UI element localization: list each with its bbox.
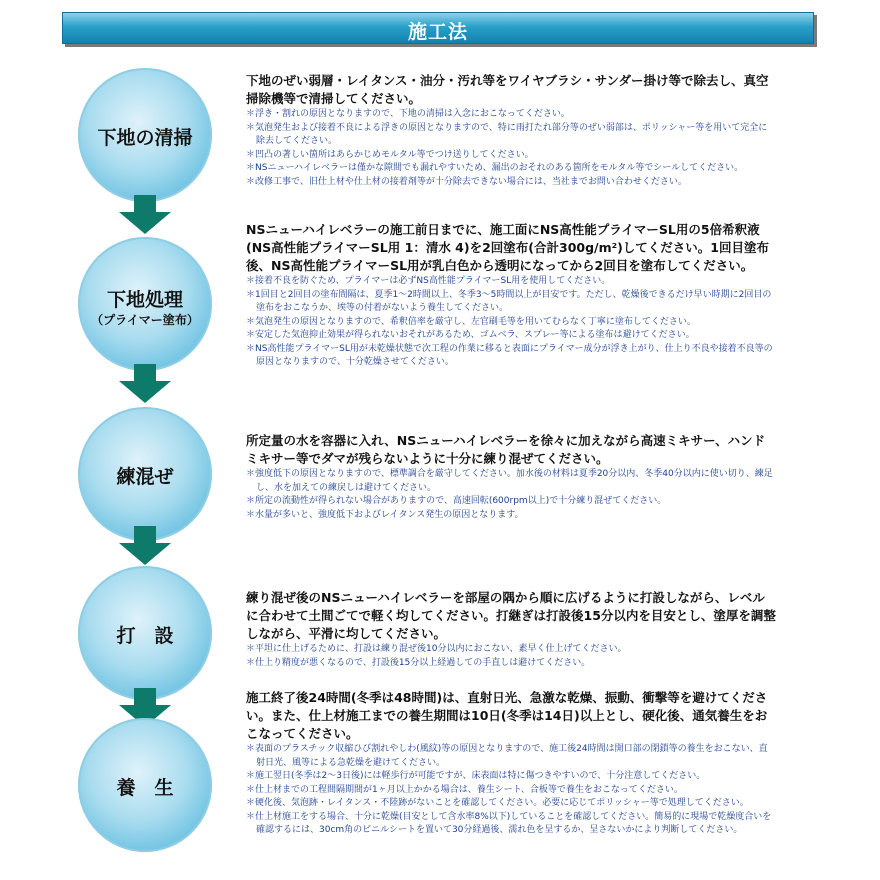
step-note: ＊水量が多いと、強度低下およびレイタンス発生の原因となります。 — [246, 509, 524, 520]
step-note: ＊浮き・割れの原因となりますので、下地の清掃は入念におこなってください。 — [246, 109, 570, 119]
step-note: ＊硬化後、気泡跡・レイタンス・不陸跡がないことを確認してください。必要に応じてポリッシャー等で処理してください。 — [246, 798, 749, 808]
step-text-cleaning — [246, 72, 776, 189]
step-note: ＊平坦に仕上げるために、打設は練り混ぜ後10分以内におこない、素早く仕上げてください。 — [246, 644, 627, 654]
step-text-pouring — [246, 589, 776, 670]
step-circle-cleaning — [78, 68, 212, 202]
step-main-text: NSニューハイレベラーの施工前日までに、施工面にNS高性能プライマーSL用の5倍希釈液(NS高性能プライマーSL用 1：清水 4)を2回塗布(合計300g/m²)してください。1回目塗布後、NS高性能プライマーSL用が乳白色から透明になってから2回目を塗布してください。 — [246, 222, 770, 273]
step-note: ＊仕上り精度が悪くなるので、打設後15分以上経過しての手直しは避けてください。 — [246, 657, 591, 668]
step-label: 練混ぜ — [116, 466, 174, 488]
step-label: 打 設 — [116, 625, 174, 647]
step-sublabel: （プライマー塗布） — [91, 313, 199, 327]
step-text-mixing — [246, 432, 776, 522]
step-note: ＊1回目と2回目の塗布間隔は、夏季1〜2時間以上、冬季3〜5時間以上が目安です。ただし、乾燥後できるだけ早い時期に2回目の塗布をおこなうか、埃等の付着がないよう養生してください。 — [246, 289, 772, 313]
step-note: ＊所定の流動性が得られない場合がありますので、高速回転(600rpm以上)で十分練り混ぜてください。 — [246, 496, 667, 506]
section-title: 施工法 — [407, 21, 468, 43]
step-main-text: 所定量の水を容器に入れ、NSニューハイレベラーを徐々に加えながら高速ミキサー、ハンドミキサー等でダマが残らないように十分に練り混ぜてください。 — [246, 433, 766, 466]
step-note: ＊気泡発生の原因となりますので、希釈倍率を厳守し、左官刷毛等を用いてむらなく丁寧に塗布してください。 — [246, 316, 696, 327]
step-note: ＊NS高性能プライマーSL用が未乾燥状態で次工程の作業に移ると表面にプライマー成分が浮き上がり、仕上り不良や接着不良等の原因となりますので、十分乾燥させてください。 — [246, 343, 773, 367]
step-main-text: 施工終了後24時間(冬季は48時間)は、直射日光、急激な乾燥、振動、衝撃等を避けてください。また、仕上材施工までの養生期間は10日(冬季は14日)以上とし、硬化後、通気養生をおこなってください。 — [246, 690, 768, 741]
step-note: ＊改修工事で、旧仕上材や仕上材の接着剤等が十分除去できない場合には、当社までお問い合わせください。 — [246, 176, 687, 187]
step-main-text: 下地のぜい弱層・レイタンス・油分・汚れ等をワイヤブラシ・サンダー掛け等で除去し、真空掃除機等で清掃してください。 — [246, 73, 769, 106]
step-circle-mixing — [78, 407, 212, 541]
down-arrow-icon — [119, 364, 171, 404]
step-circle-pouring — [78, 566, 212, 700]
step-circle-curing — [78, 718, 212, 852]
step-note: ＊安定した気泡抑止効果が得られないおそれがあるため、ゴムベラ、スプレー等による塗布は避けてください。 — [246, 330, 695, 340]
step-text-primer — [246, 221, 776, 370]
step-note: ＊仕上材までの工程間隔期間が1ヶ月以上かかる場合は、養生シート、合板等で養生をおこなってください。 — [246, 784, 683, 795]
step-note: ＊NSニューハイレベラーは僅かな隙間でも漏れやすいため、漏出のおそれのある箇所をモルタル等でシールしてください。 — [246, 163, 744, 173]
section-header — [62, 12, 814, 44]
step-note: ＊凹凸の著しい箇所はあらかじめモルタル等でつけ送りしてください。 — [246, 149, 534, 160]
step-main-text: 練り混ぜ後のNSニューハイレベラーを部屋の隅から順に広げるように打設しながら、レベルに合わせて土間ごてで軽く均してください。打継ぎは打設後15分以内を目安とし、塗厚を調整しながら、平滑に均してください。 — [246, 590, 776, 641]
step-note: ＊気泡発生および接着不良による浮きの原因となりますので、特に雨打たれ部分等のぜい弱部は、ポリッシャー等を用いて完全に除去してください。 — [246, 122, 768, 146]
step-label: 下地の清掃 — [97, 127, 193, 149]
step-text-curing — [246, 689, 776, 838]
step-circle-primer — [78, 237, 212, 371]
step-note: ＊仕上材施工をする場合、十分に乾燥(目安として含水率8%以下)していることを確認してください。簡易的に現場で乾燥度合いを確認するには、30cm角のビニルシートを置いて30分経過後、濡れ色を呈するか、呈さないかにより判断してください。 — [246, 811, 772, 835]
down-arrow-icon — [119, 526, 171, 566]
down-arrow-icon — [119, 195, 171, 235]
step-note: ＊表面のプラスチック収縮ひび割れやしわ(風紋)等の原因となりますので、施工後24時間は開口部の閉鎖等の養生をおこない、直射日光、風等による急乾燥を避けてください。 — [246, 744, 768, 768]
step-note: ＊施工翌日(冬季は2〜3日後)には軽歩行が可能ですが、床表面は特に傷つきやすいので、十分注意してください。 — [246, 771, 706, 781]
step-note: ＊強度低下の原因となりますので、標準調合を厳守してください。加水後の材料は夏季20分以内、冬季40分以内に使い切り、練足し、水を加えての練戻しは避けてください。 — [246, 469, 773, 493]
step-note: ＊接着不良を防ぐため、プライマーは必ずNS高性能プライマーSL用を使用してください。 — [246, 276, 611, 286]
step-label: 養 生 — [116, 777, 174, 799]
step-label: 下地処理 — [106, 289, 183, 311]
